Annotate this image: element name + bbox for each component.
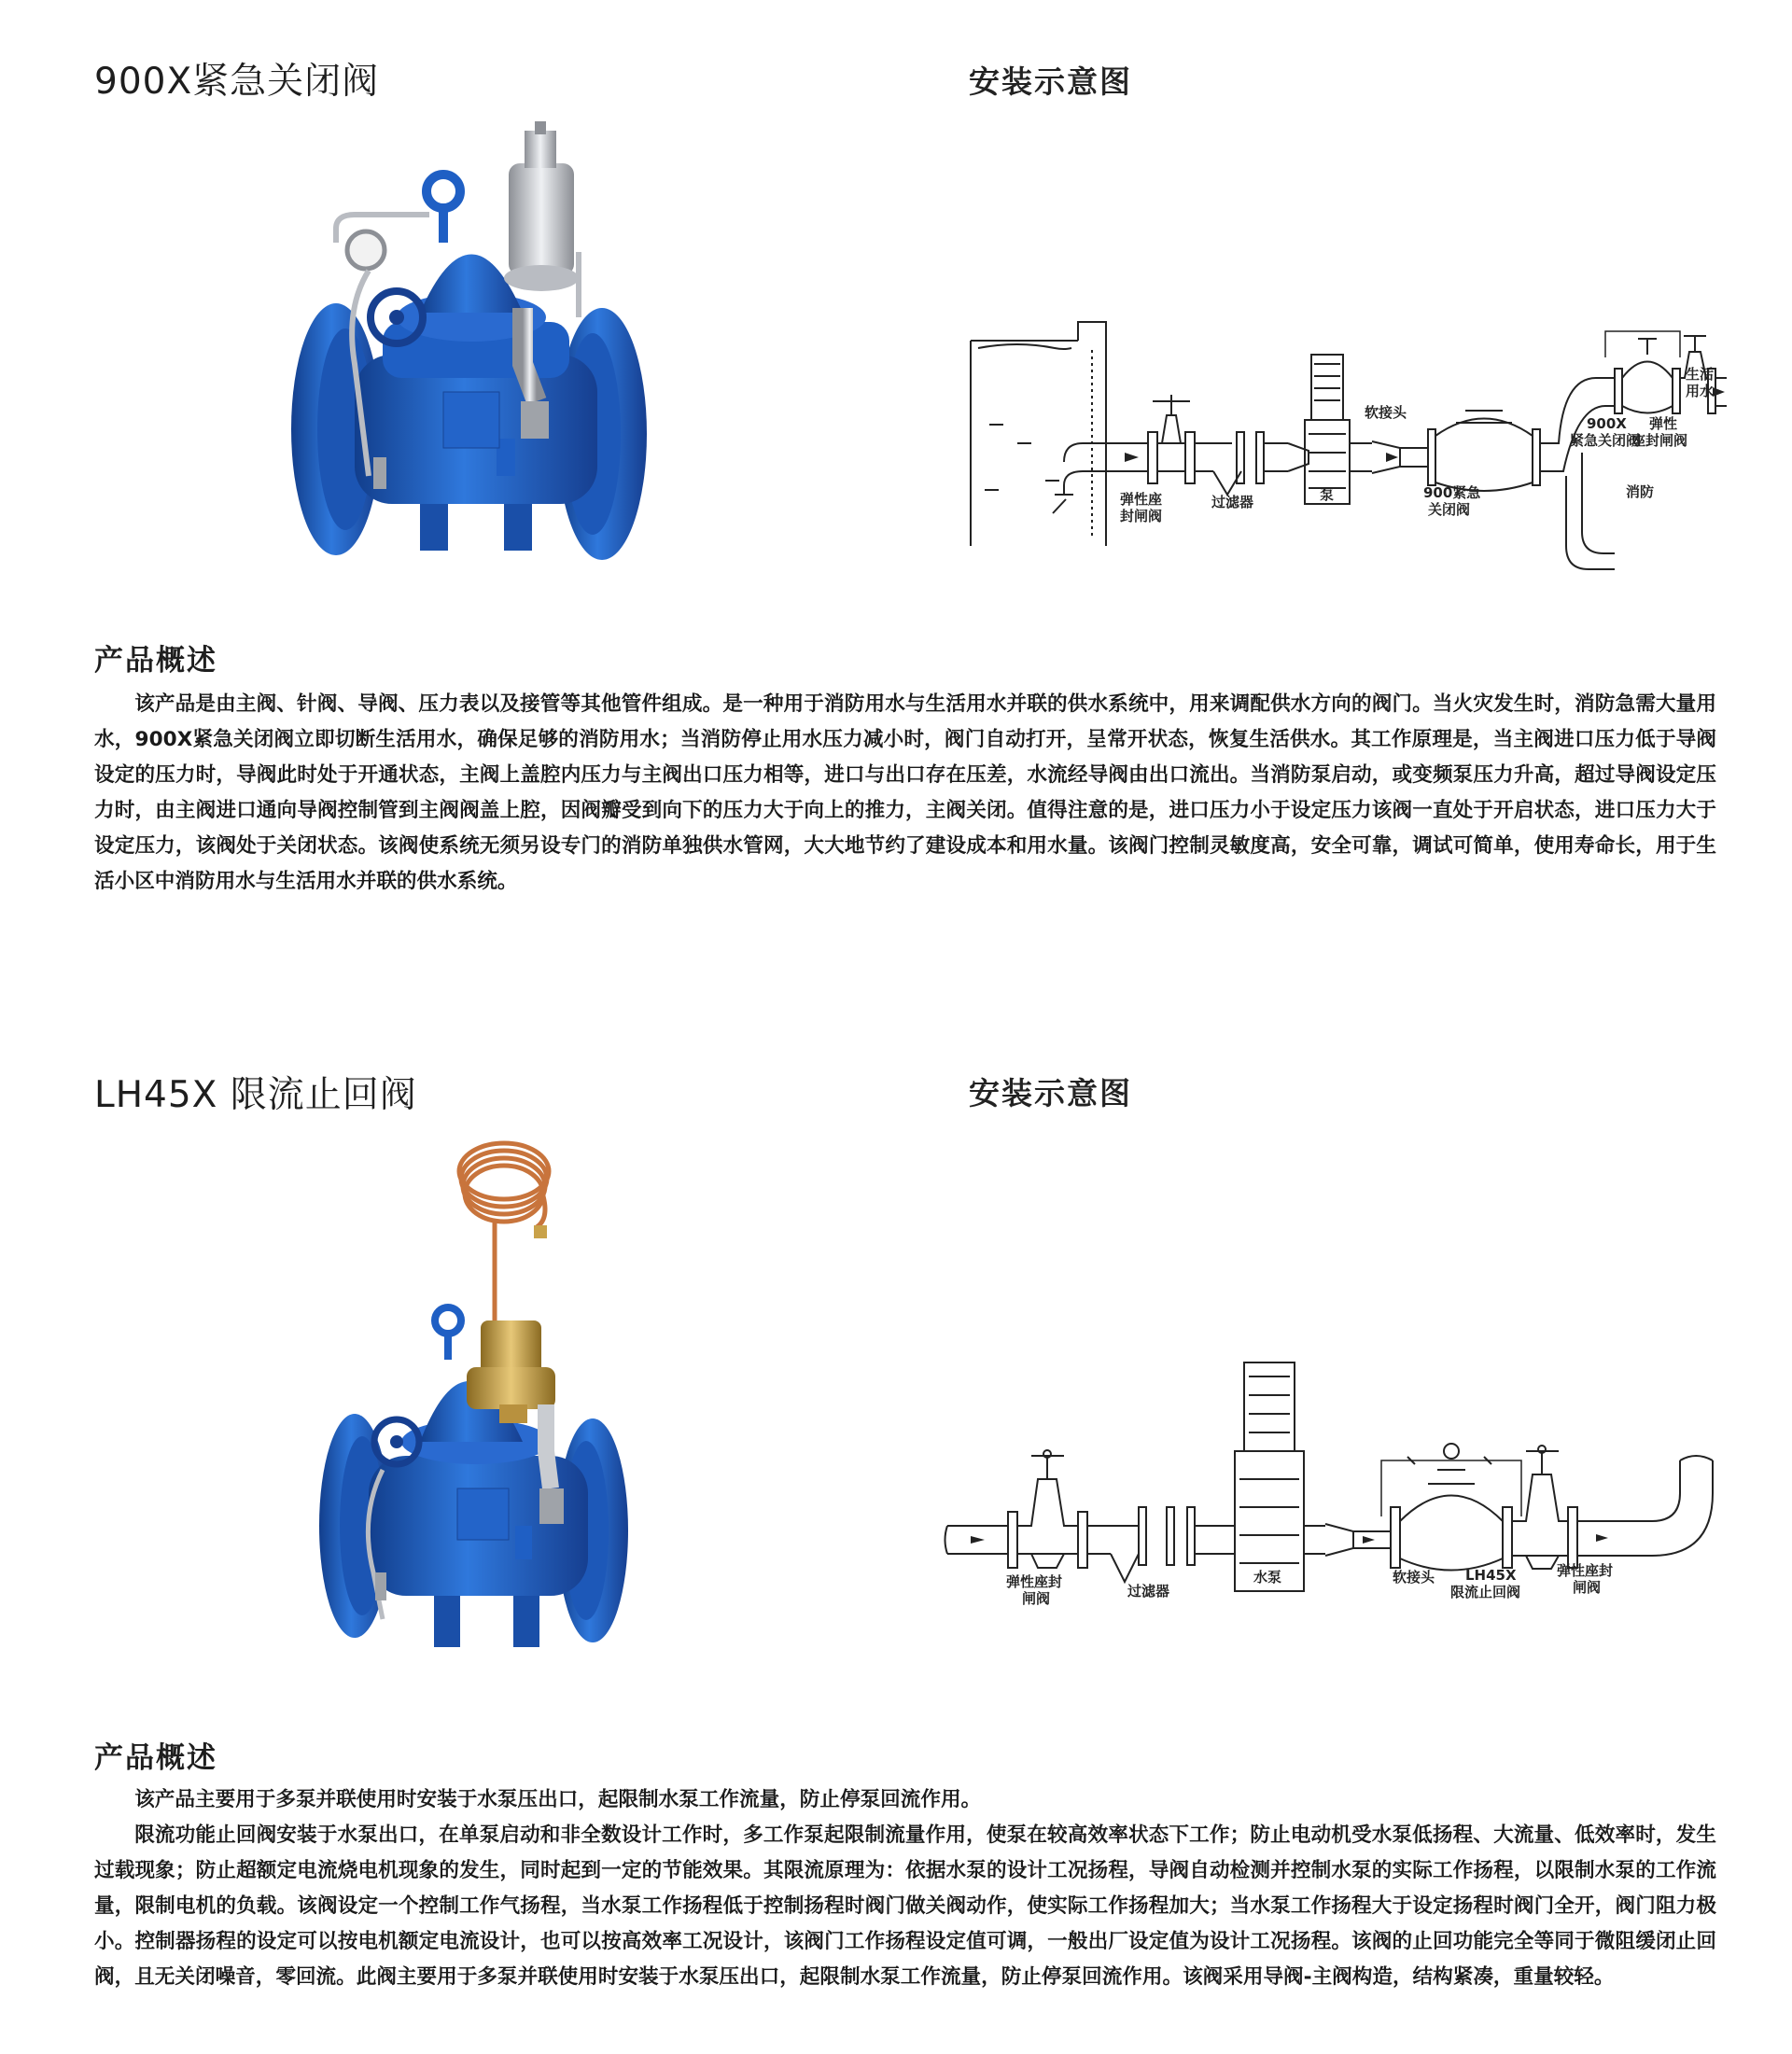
- label-gate-valve-in-2: 闸阀: [1022, 1590, 1051, 1607]
- overview-heading-1: 产品概述: [94, 644, 217, 678]
- label-valve-900-2: 关闭阀: [1428, 501, 1471, 518]
- label-gate-valve-1: 弹性: [1649, 415, 1678, 432]
- product-title-900x: 900X紧急关闭阀: [94, 61, 380, 103]
- overview-paragraph: 该产品是由主阀、针阀、导阀、压力表以及接管等其他管件组成。是一种用于消防用水与生活用水并联的供水系统中，用来调配供水方向的阀门。当火灾发生时，消防急需大量用水，900X紧急关闭阀立即切断生活用水，确保足够的消防用水；当消防停止用水压力减小时，阀门自动打开，呈常开状态，恢复生活供水。其工作原理是，当主阀进口压力低于导阀设定的压力时，导阀此时处于开通状态，主阀上盖腔内压力与主阀出口压力相等，进口与出口存在压差，水流经导阀由出口流出。当消防泵启动，或变频泵压力升高，超过导阀设定压力时，由主阀进口通向导阀控制管到主阀阀盖上腔，因阀瓣受到向下的压力大于向上的推力，主阀关闭。值得注意的是，进口压力小于设定压力该阀一直处于开启状态，进口压力大于设定压力，该阀处于关闭状态。该阀使系统无须另设专门的消防单独供水管网，大大地节约了建设成本和用水量。该阀门控制灵敏度高，安全可靠，调试可简单，使用寿命长，用于生活小区中消防用水与生活用水并联的供水系统。: [94, 692, 1716, 893]
- label-fire: 消防: [1626, 483, 1655, 500]
- label-filter-1: 过滤器: [1211, 494, 1254, 510]
- label-soft-joint-2: 软接头: [1393, 1569, 1435, 1586]
- label-valve-a-2: 封闸阀: [1120, 508, 1163, 524]
- label-gate-valve-out-1: 弹性座封: [1557, 1562, 1614, 1579]
- overview-paragraph: 该产品主要用于多泵并联使用时安装于水泵压出口，起限制水泵工作流量，防止停泵回流作用。: [134, 1788, 982, 1811]
- label-valve-900-1: 900紧急: [1423, 484, 1481, 501]
- installation-diagram-900x: [961, 313, 1727, 593]
- label-valve-a-1: 弹性座: [1120, 491, 1163, 508]
- label-gate-valve-2: 座封闸阀: [1631, 432, 1688, 449]
- label-gate-valve-in-1: 弹性座封: [1006, 1573, 1063, 1590]
- label-pump-1: 泵: [1320, 486, 1335, 503]
- overview-heading-2: 产品概述: [94, 1741, 217, 1775]
- diagram-title-2: 安装示意图: [969, 1075, 1132, 1111]
- valve-900x-photo: [280, 121, 653, 569]
- installation-diagram-lh45x: [943, 1358, 1727, 1610]
- label-domestic-1: 生活: [1686, 366, 1715, 383]
- label-lh45x-1: LH45X: [1465, 1567, 1517, 1584]
- label-soft-joint-1: 软接头: [1365, 404, 1407, 421]
- product-title-lh45x: LH45X 限流止回阀: [94, 1074, 417, 1116]
- label-valve-900x-1: 900X: [1587, 415, 1627, 432]
- label-filter-2: 过滤器: [1127, 1583, 1170, 1600]
- label-gate-valve-out-2: 闸阀: [1573, 1579, 1602, 1596]
- valve-lh45x-photo: [317, 1134, 653, 1666]
- overview-text-1: [94, 687, 1716, 900]
- label-lh45x-2: 限流止回阀: [1450, 1584, 1521, 1600]
- label-pump-2: 水泵: [1253, 1569, 1282, 1586]
- overview-text-2: [94, 1782, 1716, 1995]
- label-valve-900x-2: 紧急关闭阀: [1570, 432, 1641, 449]
- label-domestic-2: 用水: [1686, 383, 1715, 399]
- overview-paragraph: 限流功能止回阀安装于水泵出口，在单泵启动和非全数设计工作时，多工作泵起限制流量作用，使泵在较高效率状态下工作；防止电动机受水泵低扬程、大流量、低效率时，发生过载现象；防止超额定电流烧电机现象的发生，同时起到一定的节能效果。其限流原理为：依据水泵的设计工况扬程，导阀自动检测并控制水泵的实际工作扬程，以限制水泵的工作流量，限制电机的负载。该阀设定一个控制工作气扬程，当水泵工作扬程低于控制扬程时阀门做关阀动作，使实际工作扬程加大；当水泵工作扬程大于设定扬程时阀门全开，阀门阻力极小。控制器扬程的设定可以按电机额定电流设计，也可以按高效率工况设计，该阀门工作扬程设定值可调，一般出厂设定值为设计工况扬程。该阀的止回功能完全等同于微阻缓闭止回阀，且无关闭噪音，零回流。此阀主要用于多泵并联使用时安装于水泵压出口，起限制水泵工作流量，防止停泵回流作用。该阀采用导阀-主阀构造，结构紧凑，重量较轻。: [94, 1823, 1716, 1989]
- diagram-title-1: 安装示意图: [969, 63, 1132, 100]
